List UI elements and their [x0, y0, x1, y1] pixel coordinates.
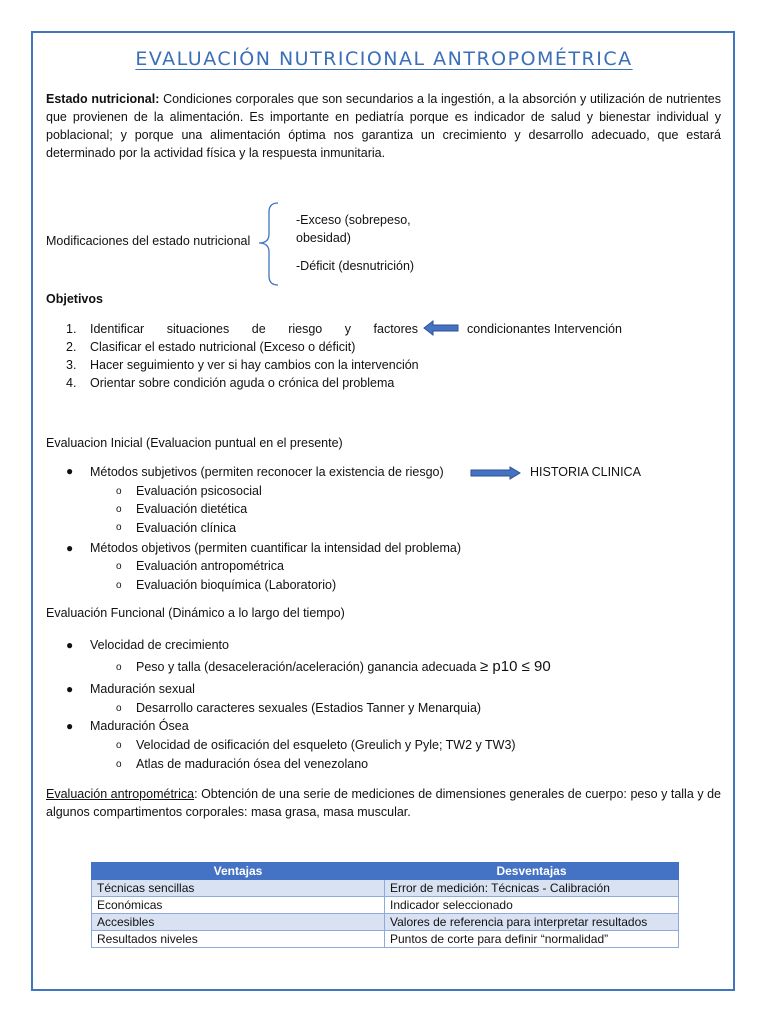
arrow-left-icon: [422, 319, 460, 337]
sub-item: Evaluación dietética: [136, 502, 248, 516]
peso-talla-text: Peso y talla (desaceleración/aceleración) ganancia adecuada: [136, 660, 477, 674]
subjetivos-text: Métodos subjetivos (permiten reconocer la existencia de riesgo): [90, 465, 444, 479]
circle-bullet-icon: o: [116, 740, 122, 751]
arrow-right-icon: [470, 466, 522, 480]
historia-clinica: HISTORIA CLINICA: [530, 465, 641, 479]
objetivos-metodos-text: Métodos objetivos (permiten cuantificar la intensidad del problema): [90, 541, 462, 555]
peso-talla-line: [136, 658, 551, 676]
maduracion-osea-text: Maduración Ósea: [90, 719, 189, 733]
estado-definition: Condiciones corporales que son secundarios a la ingestión, a la absorción y utilización de nutrientes que provienen de la alimentación. Es importante en pediatría porque es indicador de salud y bienestar individual y poblacional; y porque una alimentación óptima nos garantiza un crecimiento y desarrollo adecuado, que estará determinado por la actividad física y la respuesta inmunitaria.: [46, 92, 722, 160]
table-cell: Accesibles: [92, 914, 385, 931]
objetivo-text: Orientar sobre condición aguda o crónica del problema: [90, 376, 395, 390]
bullet-icon: ●: [66, 541, 74, 555]
circle-bullet-icon: o: [116, 486, 122, 497]
objetivo-item-3: [66, 356, 419, 374]
antropometrica-term: Evaluación antropométrica: [46, 787, 195, 801]
ventajas-desventajas-table: [91, 862, 679, 948]
funcional-heading: Evaluación Funcional (Dinámico a lo largo del tiempo): [46, 606, 345, 620]
caracteres-text: Desarrollo caracteres sexuales (Estadios Tanner y Menarquia): [136, 701, 482, 715]
table-header: Desventajas: [385, 863, 679, 880]
osea-item: Velocidad de osificación del esqueleto (Greulich y Pyle; TW2 y TW3): [136, 738, 516, 752]
objetivo-num: 2.: [66, 340, 77, 354]
estado-term: Estado nutricional:: [46, 92, 160, 106]
table-cell: Indicador seleccionado: [385, 897, 679, 914]
objetivo-item-2: [66, 338, 355, 356]
estado-paragraph: [46, 90, 721, 162]
bullet-icon: ●: [66, 638, 74, 652]
objetivo-text: Identificar situaciones de riesgo y factores: [90, 322, 418, 336]
circle-bullet-icon: o: [116, 662, 122, 673]
antropometrica-definition: : Obtención de una serie de mediciones de dimensiones generales de cuerpo: peso y talla y de algunos compartimentos corporales: masa grasa, masa muscular.: [46, 787, 721, 819]
objetivo-num: 1.: [66, 322, 77, 336]
bullet-icon: ●: [66, 464, 74, 478]
objetivo-item-4: [66, 374, 394, 392]
page-title: EVALUACIÓN NUTRICIONAL ANTROPOMÉTRICA: [135, 48, 633, 70]
exceso-line1: -Exceso (sobrepeso,: [296, 213, 411, 227]
circle-bullet-icon: o: [116, 580, 122, 591]
exceso-line2: obesidad): [296, 231, 351, 245]
osea-item: Atlas de maduración ósea del venezolano: [136, 757, 369, 771]
antropometrica-paragraph: [46, 785, 721, 821]
table-header: Ventajas: [92, 863, 385, 880]
table-cell: Puntos de corte para definir “normalidad”: [385, 931, 679, 948]
table-row: [92, 931, 679, 948]
table-cell: Error de medición: Técnicas - Calibración: [385, 880, 679, 897]
obj-item: Evaluación bioquímica (Laboratorio): [136, 578, 337, 592]
sub-item: Evaluación psicosocial: [136, 484, 262, 498]
circle-bullet-icon: o: [116, 504, 122, 515]
objetivo-item-1: [66, 320, 418, 338]
objetivo-after-arrow: condicionantes Intervención: [467, 322, 622, 336]
obj-item: Evaluación antropométrica: [136, 559, 284, 573]
objetivo-num: 3.: [66, 358, 77, 372]
circle-bullet-icon: o: [116, 703, 122, 714]
table-row: [92, 914, 679, 931]
objetivo-text: Hacer seguimiento y ver si hay cambios con la intervención: [90, 358, 419, 372]
table-cell: Económicas: [92, 897, 385, 914]
table-cell: Resultados niveles: [92, 931, 385, 948]
modificaciones-label: Modificaciones del estado nutricional: [46, 234, 251, 248]
table-row: [92, 897, 679, 914]
bullet-icon: ●: [66, 719, 74, 733]
table-cell: Técnicas sencillas: [92, 880, 385, 897]
objetivo-text: Clasificar el estado nutricional (Exceso o déficit): [90, 340, 356, 354]
objetivos-heading: Objetivos: [46, 292, 103, 306]
objetivo-num: 4.: [66, 376, 77, 390]
maduracion-sexual-text: Maduración sexual: [90, 682, 195, 696]
circle-bullet-icon: o: [116, 522, 122, 533]
deficit-text: -Déficit (desnutrición): [296, 259, 415, 273]
circle-bullet-icon: o: [116, 561, 122, 572]
percentil-text: ≥ p10 ≤ 90: [479, 658, 551, 675]
sub-item: Evaluación clínica: [136, 521, 237, 535]
brace-icon: [256, 200, 286, 288]
table-row: [92, 880, 679, 897]
table-header-row: [92, 863, 679, 880]
bullet-icon: ●: [66, 682, 74, 696]
inicial-heading: Evaluacion Inicial (Evaluacion puntual en el presente): [46, 436, 343, 450]
velocidad-text: Velocidad de crecimiento: [90, 638, 229, 652]
table-cell: Valores de referencia para interpretar resultados: [385, 914, 679, 931]
circle-bullet-icon: o: [116, 759, 122, 770]
